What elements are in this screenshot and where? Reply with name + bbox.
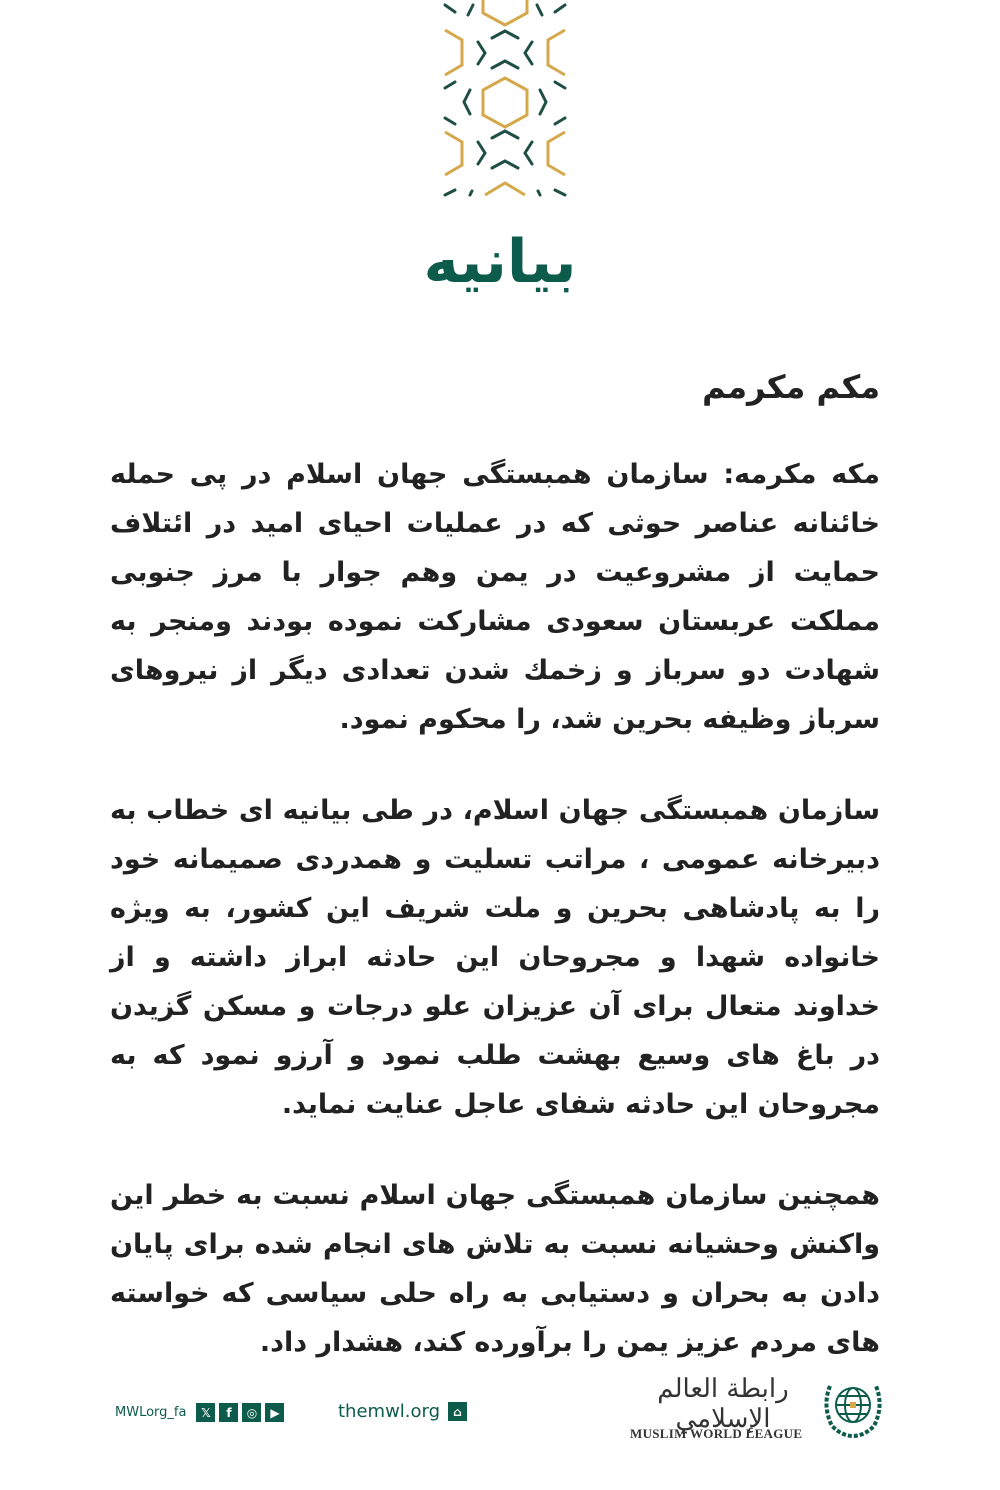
paragraph: سازمان همبستگی جهان اسلام، در طی بیانیه ای خطاب به دبیرخانه عمومی ، مراتب تسلیت و همدردی صمیمانه خود را به پادشاهی بحرین و ملت شریف این کشور، به ویژه خانواده شهدا و مجروحان این حادثه ابراز داشته و از خداوند متعال برای آن عزیزان علو درجات و مسکن گزیدن در باغ های وسیع بهشت طلب نمود و آرزو نمود که به مجروحان این حادثه شفای عاجل عنایت نماید.: [110, 795, 880, 1120]
footer: [0, 1370, 1000, 1450]
home-icon[interactable]: ⌂: [448, 1402, 467, 1421]
instagram-icon[interactable]: ◎: [242, 1403, 261, 1422]
statement-body: [110, 362, 880, 1409]
social-links: [115, 1403, 284, 1422]
globe-wreath-icon: [820, 1374, 886, 1440]
paragraph: همچنین سازمان همبستگی جهان اسلام نسبت به خطر این واکنش وحشیانه نسبت به تلاش های انجام شده برای پایان دادن به بحران و دستیابی به راه حلی سیاسی که خواسته های مردم عزیز یمن را برآورده کند، هشدار داد.: [110, 1180, 880, 1358]
social-handle[interactable]: MWLorg_fa: [115, 1405, 187, 1420]
dateline-heading: مکم مکرمم: [702, 368, 880, 406]
mwl-logo: [628, 1370, 890, 1445]
page-title: بیانیه: [423, 227, 577, 297]
youtube-icon[interactable]: ▶: [265, 1403, 284, 1422]
decorative-pattern-icon: [440, 0, 570, 200]
website-link[interactable]: [338, 1401, 467, 1422]
x-icon[interactable]: 𝕏: [196, 1403, 215, 1422]
website-url[interactable]: themwl.org: [338, 1401, 441, 1422]
logo-arabic-text: رابطة العالم الإسلامي: [657, 1374, 789, 1434]
facebook-icon[interactable]: f: [219, 1403, 238, 1422]
paragraph: مکه مکرمه: سازمان همبستگی جهان اسلام در پی حمله خائنانه عناصر حوثی که در عملیات احیای امید در ائتلاف حمایت از مشروعیت در یمن وهم جوار با مرز جنوبی مملکت عربستان سعودی مشارکت نموده بودند ومنجر به شهادت دو سرباز و زخمك شدن تعدادی دیگر از نیروهای سرباز وظیفه بحرین شد، را محکوم نمود.: [110, 459, 880, 735]
logo-english-text: MUSLIM WORLD LEAGUE: [630, 1426, 803, 1441]
